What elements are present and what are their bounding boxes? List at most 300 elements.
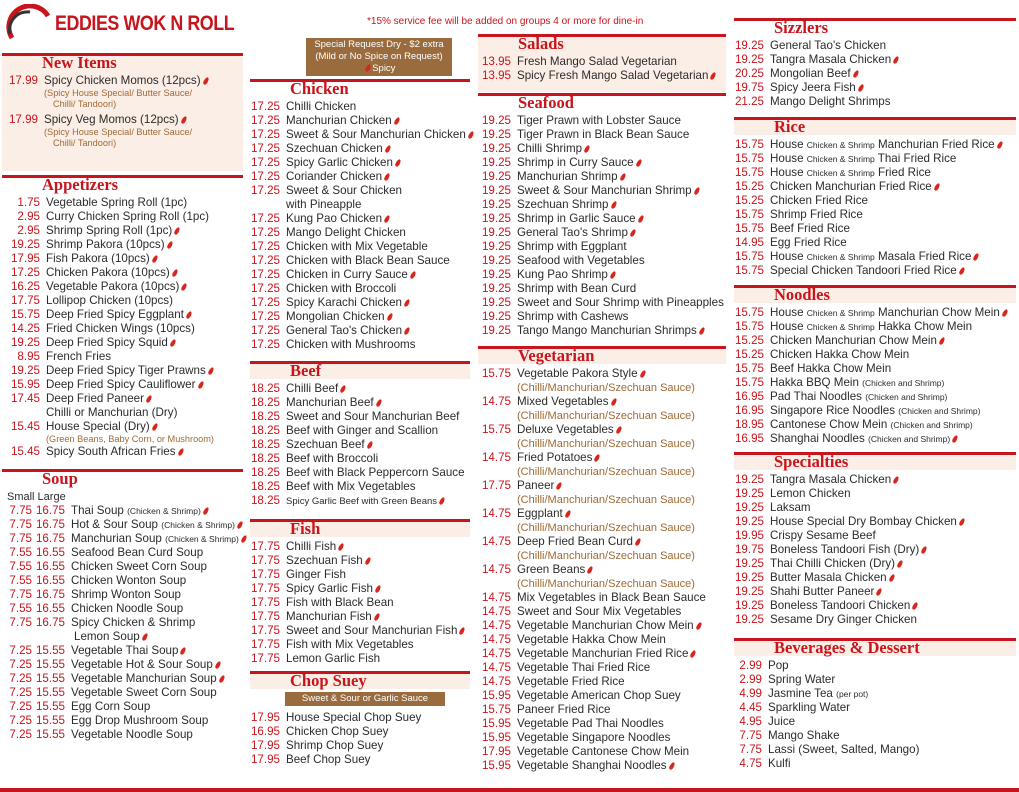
price-small: 7.55 (9, 560, 32, 573)
item-price: 17.25 (250, 170, 280, 183)
menu-item (734, 557, 1016, 571)
menu-item (734, 264, 1016, 278)
price-small: 7.75 (9, 616, 32, 629)
section-beef (250, 361, 470, 508)
item-price: 4.99 (739, 687, 762, 700)
item-name (511, 535, 640, 549)
item-price: 19.25 (734, 585, 764, 598)
section-specialties (734, 452, 1016, 627)
item-name-text: Tango Mango Manchurian Shrimps (517, 324, 697, 337)
menu-item (250, 540, 470, 554)
menu-item (734, 236, 1016, 250)
item-price: 15.75 (734, 250, 764, 263)
menu-item (2, 280, 243, 294)
item-name (511, 661, 650, 675)
chili-pepper-icon (180, 647, 187, 656)
menu-item (478, 226, 726, 240)
item-price: 17.95 (250, 711, 280, 724)
item-price: 15.75 (481, 367, 511, 380)
item-name (65, 686, 217, 700)
item-name-suffix: Manchurian Fried Rice (874, 138, 995, 151)
menu-item (478, 633, 726, 647)
menu-item (478, 451, 726, 465)
menu-item (2, 266, 243, 280)
menu-item (2, 378, 243, 392)
item-name (280, 753, 370, 767)
item-name (764, 348, 909, 362)
item-name-text: Vegetable Sweet Corn Soup (71, 686, 217, 699)
section-title: Sizzlers (774, 18, 829, 37)
item-price: 7.75 (739, 743, 762, 756)
item-name (762, 701, 850, 715)
menu-item (250, 596, 470, 610)
item-price: 19.25 (481, 296, 511, 309)
item-name (764, 95, 891, 109)
menu-item (250, 156, 470, 170)
soup-size-header: Small Large (7, 491, 66, 503)
item-name (280, 554, 370, 568)
item-price: 4.75 (739, 757, 762, 770)
item-name-text: Vegetable Pad Thai Noodles (517, 717, 664, 730)
item-name (280, 725, 388, 739)
item-name-text: Tangra Masala Chicken (770, 53, 892, 66)
chili-pepper-icon (180, 116, 187, 125)
item-price: 14.75 (481, 661, 511, 674)
menu-item (478, 507, 726, 521)
item-name (280, 324, 409, 338)
item-name-text: Thai Soup (71, 504, 124, 517)
item-note: Chilli/ Tandoori) (53, 99, 117, 109)
chili-pepper-icon (185, 311, 192, 320)
menu-item (478, 703, 726, 717)
menu-item (478, 689, 726, 703)
menu-item (2, 294, 243, 308)
menu-item (2, 728, 243, 742)
menu-item (734, 701, 1016, 715)
item-price: 19.25 (481, 184, 511, 197)
item-continuation-text: with Pineapple (286, 198, 362, 211)
item-name-text: Sparkling Water (768, 701, 851, 714)
price-small: 7.55 (9, 546, 32, 559)
menu-item (478, 731, 726, 745)
item-name-text: Kung Pao Shrimp (517, 268, 608, 281)
item-name-text: Vegetable Manchurian Chow Mein (517, 619, 694, 632)
item-name (280, 254, 450, 268)
menu-item (478, 367, 726, 381)
item-name (280, 310, 392, 324)
item-price: 15.75 (734, 138, 764, 151)
item-price: 18.25 (250, 410, 280, 423)
menu-item (2, 658, 243, 672)
menu-item (250, 226, 470, 240)
price-small: 7.75 (9, 504, 32, 517)
item-name-continued (2, 630, 243, 644)
menu-item (734, 376, 1016, 390)
menu-item (250, 128, 470, 142)
item-name-text: Singapore Rice Noodles (770, 404, 896, 417)
item-name-text: Egg Drop Mushroom Soup (71, 714, 209, 727)
item-price: 18.25 (250, 382, 280, 395)
item-name (65, 672, 224, 686)
section-title: Beef (290, 361, 322, 380)
menu-item (2, 238, 243, 252)
menu-item (250, 282, 470, 296)
menu-item (2, 364, 243, 378)
chili-pepper-icon (973, 253, 980, 262)
item-name-text: Chicken with Mix Vegetable (286, 240, 428, 253)
item-name (511, 479, 561, 493)
menu-item (478, 395, 726, 409)
item-name-text: Chilli Shrimp (517, 142, 583, 155)
item-price: 15.75 (734, 166, 764, 179)
menu-item (478, 240, 726, 254)
item-name-text: Sesame Dry Ginger Chicken (770, 613, 917, 626)
item-name-text: Beef Fried Rice (770, 222, 850, 235)
item-subtitle: (Chicken and Shrimp) (868, 434, 951, 444)
item-name-text: Pad Thai Noodles (770, 390, 862, 403)
item-price: 15.75 (734, 208, 764, 221)
item-name (762, 715, 795, 729)
menu-item (734, 95, 1016, 109)
item-price: 14.75 (481, 619, 511, 632)
item-name-suffix: Fried Rice (874, 166, 931, 179)
menu-item (250, 753, 470, 767)
item-name-text: Thai Chilli Chicken (Dry) (770, 557, 895, 570)
chili-pepper-icon (409, 271, 416, 280)
menu-item (478, 114, 726, 128)
menu-item (478, 661, 726, 675)
item-price: 17.75 (250, 638, 280, 651)
item-price: 15.95 (481, 689, 511, 702)
item-name-text: Vegetable American Chop Suey (517, 689, 681, 702)
item-name (764, 306, 1007, 320)
item-name (764, 557, 902, 571)
menu-item (734, 334, 1016, 348)
section-title: Noodles (774, 285, 830, 304)
item-price: 17.25 (250, 184, 280, 197)
item-price: 18.25 (250, 438, 280, 451)
item-name (280, 638, 414, 652)
item-name-text: Vegetable Thai Fried Rice (517, 661, 651, 674)
item-price: 15.25 (734, 348, 764, 361)
chili-pepper-icon (634, 538, 641, 547)
menu-item (2, 644, 243, 658)
menu-item (734, 138, 1016, 152)
chili-pepper-icon (876, 588, 883, 597)
item-price: 14.75 (481, 605, 511, 618)
item-price: 15.95 (481, 717, 511, 730)
item-name-prefix: House (770, 138, 807, 151)
item-name-text: Vegetable Shanghai Noodles (517, 759, 667, 772)
item-price: 15.75 (734, 362, 764, 375)
item-price: 2.95 (17, 224, 40, 237)
item-name-text: Lassi (Sweet, Salted, Mango) (768, 743, 920, 756)
price-large: 15.55 (35, 658, 65, 671)
item-name (280, 100, 356, 114)
item-name (511, 128, 689, 142)
menu-item (478, 170, 726, 184)
menu-item (2, 602, 243, 616)
item-name-text: Deep Fried Spicy Eggplant (46, 308, 184, 321)
item-price: 17.25 (250, 282, 280, 295)
item-name (40, 210, 209, 224)
item-name (511, 55, 677, 69)
item-name (40, 294, 173, 308)
price-small: 7.75 (9, 518, 32, 531)
menu-item (478, 55, 726, 69)
item-name-text: Vegetable Hakka Chow Mein (517, 633, 666, 646)
item-name-continued (2, 406, 243, 420)
item-name (280, 739, 383, 753)
item-name (764, 543, 926, 557)
item-price: 14.75 (481, 591, 511, 604)
menu-item (734, 166, 1016, 180)
item-name-text: Mango Shake (768, 729, 840, 742)
menu-item (2, 210, 243, 224)
price-large: 15.55 (35, 714, 65, 727)
item-name-text: Boneless Tandoori Fish (Dry) (770, 543, 920, 556)
section-seafood (478, 93, 726, 338)
section-vegetarian (478, 346, 726, 773)
menu-item (734, 673, 1016, 687)
item-price: 4.45 (739, 701, 762, 714)
chili-pepper-icon (141, 633, 148, 642)
menu-item (250, 212, 470, 226)
item-price: 17.25 (250, 268, 280, 281)
menu-item (478, 268, 726, 282)
price-large: 16.75 (35, 616, 65, 629)
section-appetizers (2, 175, 243, 459)
menu-item (478, 647, 726, 661)
item-price: 19.25 (734, 487, 764, 500)
price-large: 16.55 (35, 546, 65, 559)
logo-swoosh-icon (6, 4, 54, 52)
item-price: 17.75 (250, 652, 280, 665)
item-name-text: Vegetable Manchurian Soup (71, 672, 217, 685)
menu-item (734, 585, 1016, 599)
price-small: 7.25 (9, 658, 32, 671)
item-name-text: Spicy Garlic Chicken (286, 156, 393, 169)
menu-item (250, 142, 470, 156)
item-name-text: Pop (768, 659, 789, 672)
item-protein: Chicken & Shrimp (806, 308, 875, 318)
menu-item (734, 613, 1016, 627)
menu-item (2, 672, 243, 686)
item-name (764, 208, 863, 222)
item-name (40, 378, 203, 392)
chili-pepper-icon (690, 650, 697, 659)
price-large: 16.75 (35, 504, 65, 517)
sauce-options-note: (Chilli/Manchurian/Szechuan Sauce) (517, 578, 695, 590)
item-name (764, 138, 1002, 152)
item-name-text: Shrimp in Curry Sauce (517, 156, 634, 169)
item-name (280, 711, 421, 725)
chili-pepper-icon (857, 84, 864, 93)
item-price: 17.95 (10, 252, 40, 265)
item-name-text: Shrimp with Bean Curd (517, 282, 637, 295)
item-price: 19.25 (481, 268, 511, 281)
item-name (65, 574, 186, 588)
item-price: 17.45 (10, 392, 40, 405)
menu-item (250, 396, 470, 410)
item-name (280, 568, 346, 582)
item-subtitle: (Chicken & Shrimp) (127, 506, 201, 516)
menu-item (250, 310, 470, 324)
menu-item (734, 390, 1016, 404)
item-price: 19.25 (10, 238, 40, 251)
item-name (280, 114, 399, 128)
menu-item (734, 659, 1016, 673)
menu-item (250, 410, 470, 424)
item-name-text: Beef Chop Suey (286, 753, 371, 766)
item-name (65, 560, 207, 574)
sauce-options-note: (Chilli/Manchurian/Szechuan Sauce) (517, 382, 695, 394)
item-note: (Spicy House Special/ Butter Sauce/ (44, 127, 193, 137)
chili-pepper-icon (594, 454, 601, 463)
item-price: 2.95 (17, 210, 40, 223)
chili-pepper-icon (710, 72, 717, 81)
restaurant-name: EDDIES WOK N ROLL (55, 12, 235, 35)
item-name (280, 466, 465, 480)
item-price: 15.95 (481, 731, 511, 744)
price-large: 16.75 (35, 532, 65, 545)
menu-item (250, 568, 470, 582)
item-name-text: Mongolian Chicken (286, 310, 385, 323)
menu-item (734, 487, 1016, 501)
price-large: 16.75 (35, 518, 65, 531)
item-name (511, 156, 641, 170)
item-price: 19.25 (734, 599, 764, 612)
item-name-text: Sweet and Sour Manchurian Beef (286, 410, 460, 423)
menu-item (2, 322, 243, 336)
item-name (511, 324, 704, 338)
chili-pepper-icon (938, 337, 945, 346)
chili-pepper-icon (403, 327, 410, 336)
chili-pepper-icon (912, 602, 919, 611)
item-name (511, 170, 625, 184)
item-name-text: Manchurian Fish (286, 610, 372, 623)
chili-pepper-icon (619, 173, 626, 182)
item-price: 19.25 (734, 515, 764, 528)
item-name-text: Fish with Black Bean (286, 596, 394, 609)
item-price: 16.95 (734, 404, 764, 417)
menu-item (478, 254, 726, 268)
item-price: 17.95 (250, 739, 280, 752)
chili-pepper-icon (1001, 309, 1008, 318)
chili-pepper-icon (921, 546, 928, 555)
item-subtitle: (Chicken and Shrimp) (890, 420, 973, 430)
item-name-prefix: House (770, 306, 807, 319)
menu-item (250, 480, 470, 494)
chili-pepper-icon (386, 313, 393, 322)
section-title: Beverages & Dessert (774, 638, 920, 657)
item-name (511, 282, 636, 296)
item-price: 15.75 (734, 152, 764, 165)
item-price: 14.75 (481, 395, 511, 408)
chili-pepper-icon (951, 435, 958, 444)
item-price: 19.25 (734, 613, 764, 626)
item-name (65, 700, 150, 714)
item-name (511, 198, 616, 212)
item-name (511, 69, 715, 83)
item-name (40, 364, 213, 378)
menu-item (250, 582, 470, 596)
chili-pepper-icon (214, 661, 221, 670)
item-name (511, 703, 610, 717)
item-name-text: Chicken with Mushrooms (286, 338, 416, 351)
chili-pepper-icon (615, 426, 622, 435)
item-name-text: Chicken Manchurian Chow Mein (770, 334, 937, 347)
item-price: 17.75 (250, 624, 280, 637)
menu-item (2, 546, 243, 560)
item-name-text: Chicken Hakka Chow Mein (770, 348, 910, 361)
item-name-suffix: Hakka Chow Mein (874, 320, 973, 333)
item-name-text: Chicken Manchurian Fried Rice (770, 180, 932, 193)
item-price: 14.75 (481, 563, 511, 576)
item-name-text: Tiger Prawn with Lobster Sauce (517, 114, 681, 127)
item-name (280, 142, 390, 156)
item-price: 18.25 (250, 494, 280, 507)
price-large: 16.55 (35, 602, 65, 615)
item-price: 17.25 (250, 240, 280, 253)
menu-item (478, 759, 726, 773)
item-name (40, 350, 111, 364)
item-price: 17.25 (250, 114, 280, 127)
chili-pepper-icon (892, 476, 899, 485)
price-small: 7.25 (9, 672, 32, 685)
item-name-text: Chicken Chop Suey (286, 725, 389, 738)
item-price: 17.75 (250, 610, 280, 623)
section-sizzlers (734, 18, 1016, 109)
item-price: 18.25 (250, 480, 280, 493)
item-price: 19.25 (481, 226, 511, 239)
menu-item (478, 717, 726, 731)
item-name (764, 529, 876, 543)
menu-item (250, 254, 470, 268)
item-subtitle: (per pot) (836, 689, 869, 699)
item-name-text: Chilli Beef (286, 382, 339, 395)
menu-item (734, 67, 1016, 81)
item-name (764, 599, 917, 613)
section-title: New Items (42, 53, 117, 72)
item-name-text: Lemon Chicken (770, 487, 851, 500)
item-name-text: Spicy Garlic Fish (286, 582, 373, 595)
chili-pepper-icon (383, 215, 390, 224)
menu-item (2, 560, 243, 574)
item-name (511, 759, 674, 773)
item-name-text: Mixed Vegetables (517, 395, 609, 408)
item-name (764, 515, 964, 529)
item-name-text: Chicken in Curry Sauce (286, 268, 408, 281)
menu-item (250, 466, 470, 480)
chili-pepper-icon (240, 535, 247, 544)
item-name-text: Manchurian Beef (286, 396, 374, 409)
chili-pepper-icon (888, 574, 895, 583)
item-name (40, 252, 157, 266)
item-name-text: Chilli Chicken (286, 100, 357, 113)
item-price: 19.25 (734, 473, 764, 486)
item-name-text: Szechuan Shrimp (517, 198, 609, 211)
item-name-text: Szechuan Beef (286, 438, 365, 451)
menu-item (478, 296, 726, 310)
menu-item (250, 610, 470, 624)
item-name (764, 81, 863, 95)
chop-suey-sauce-note: Sweet & Sour or Garlic Sauce (285, 692, 445, 706)
chili-pepper-icon (583, 145, 590, 154)
item-name (764, 152, 956, 166)
menu-item (478, 423, 726, 437)
menu-item (2, 420, 243, 434)
